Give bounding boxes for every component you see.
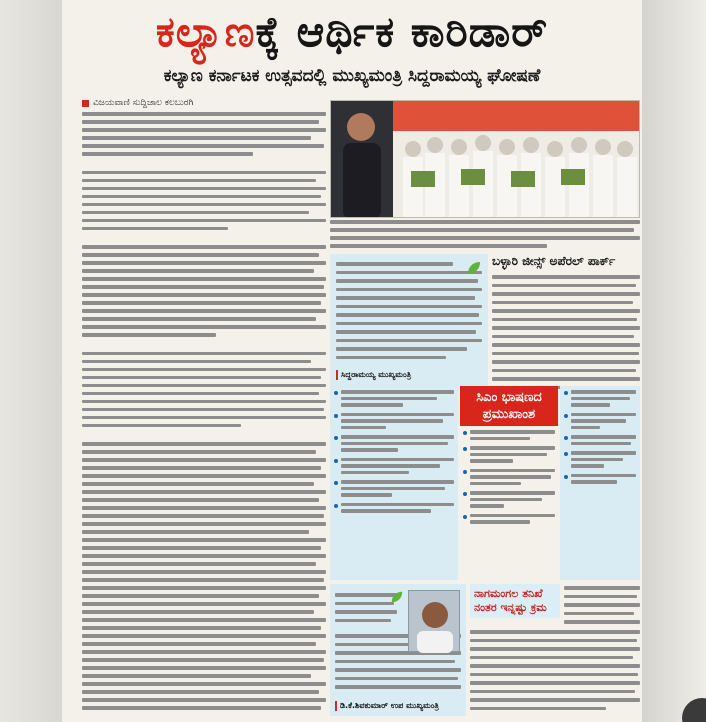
dateline: ವಿಜಯವಾಣಿ ಸುದ್ದಿಜಾಲ ಕಲಬುರಗಿ — [82, 98, 326, 108]
leaf-icon — [466, 260, 482, 276]
highlights-list-right — [560, 386, 640, 580]
bullet-icon — [334, 391, 338, 395]
speech-title: ಸಿಎಂ ಭಾಷಣದ ಪ್ರಮುಖಾಂಶ — [460, 386, 558, 426]
bullet-icon — [334, 504, 338, 508]
left-page-edge — [0, 0, 62, 722]
leaf-icon — [390, 590, 404, 604]
bullet-icon — [334, 436, 338, 440]
article-text-placeholder — [82, 112, 326, 710]
square-marker-icon — [82, 100, 89, 107]
dcm-portrait — [408, 590, 460, 652]
right-page-edge — [642, 0, 706, 722]
jeans-park-article — [492, 254, 640, 386]
subheadline: ಕಲ್ಯಾಣ ಕರ್ನಾಟಕ ಉತ್ಸವದಲ್ಲಿ ಮುಖ್ಯಮಂತ್ರಿ ಸಿದ್ದರಾಮಯ್ಯ ಘೋಷಣೆ — [163, 66, 541, 86]
event-photo — [330, 100, 640, 218]
headline — [62, 6, 642, 58]
headline-red: ಕಲ್ಯಾಣ — [155, 7, 256, 56]
highlights-list-left — [330, 386, 458, 580]
bullet-icon — [334, 459, 338, 463]
bullet-icon — [334, 481, 338, 485]
cm-quote-box — [330, 254, 488, 386]
dcm-quote-box — [330, 584, 466, 716]
jeans-park-title: ಬಳ್ಳಾರಿ ಜೀನ್ಸ್ ಅಪೆರಲ್ ಪಾರ್ಕ್ — [492, 254, 616, 268]
nagamangala-article — [470, 584, 640, 716]
newspaper-page — [62, 0, 642, 722]
bullet-icon — [334, 414, 338, 418]
quote-signature: ಸಿದ್ದರಾಮಯ್ಯ ಮುಖ್ಯಮಂತ್ರಿ — [336, 370, 411, 380]
nagamangala-title: ನಾಗಮಂಗಲ ತನಿಖೆ ನಂತರ ಇನ್ನಷ್ಟು ಕ್ರಮ — [470, 584, 560, 618]
headline-black: ಕ್ಕೆ ಆರ್ಥಿಕ ಕಾರಿಡಾರ್ — [255, 7, 549, 56]
speech-highlights-box — [460, 386, 558, 580]
main-article-column — [82, 98, 326, 714]
dcm-signature: ಡಿ.ಕೆ.ಶಿವಕುಮಾರ್ ಉಪ ಮುಖ್ಯಮಂತ್ರಿ — [335, 701, 439, 711]
photo-caption-placeholder — [330, 220, 640, 252]
